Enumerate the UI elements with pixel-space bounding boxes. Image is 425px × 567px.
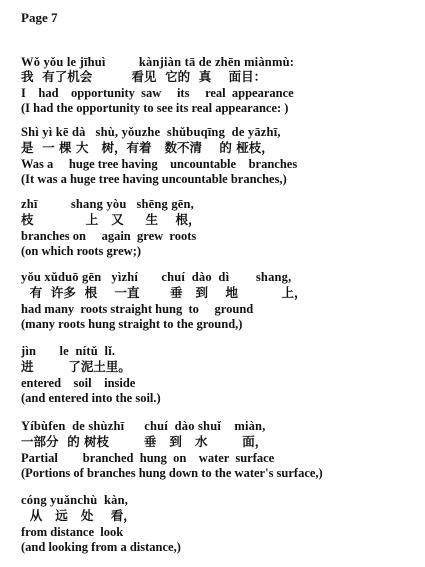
translation-line-4: (many roots hung straight to the ground,) — [21, 317, 243, 331]
pinyin-line-4: yǒu xǔduō gēn yìzhí chuí dào dì shang, — [21, 270, 292, 284]
gloss-line-2: Was a huge tree having uncountable branches — [21, 157, 298, 171]
pinyin-line-1: Wǒ yǒu le jīhuì kànjiàn tā de zhēn miànmù: — [21, 55, 295, 69]
pinyin-line-3: zhī shang yòu shēng gēn, — [21, 197, 195, 211]
hanzi-line-2: 是 一 棵 大 树，有着 数不清 的 桠枝， — [21, 140, 274, 155]
hanzi-line-5: 进 了泥土里。 — [21, 359, 131, 374]
translation-line-6: (Portions of branches hung down to the water's surface,) — [21, 466, 323, 480]
hanzi-line-3: 枝 上 又 生 根， — [21, 212, 201, 227]
gloss-line-5: entered soil inside — [21, 376, 136, 390]
translation-line-2: (It was a huge tree having uncountable branches,) — [21, 172, 287, 186]
hanzi-line-1: 我 有了机会 看见 它的 真 面目： — [21, 69, 267, 84]
translation-line-7: (and looking from a distance,) — [21, 540, 181, 554]
gloss-line-7: from distance look — [21, 525, 124, 539]
page-number: Page 7 — [21, 10, 58, 25]
translation-line-5: (and entered into the soil.) — [21, 391, 161, 405]
translation-line-1: (I had the opportunity to see its real appearance: ) — [21, 101, 289, 115]
pinyin-line-2: Shì yì kē dà shù, yǒuzhe shǔbuqīng de yāzhī, — [21, 125, 281, 139]
hanzi-line-7: 从 远 处 看， — [21, 508, 136, 523]
pinyin-line-5: jìn le nítǔ lǐ. — [21, 344, 116, 358]
gloss-line-1: I had opportunity saw its real appearance — [21, 86, 294, 100]
gloss-line-6: Partial branched hung on water surface — [21, 451, 275, 465]
gloss-line-3: branches on again grew roots — [21, 229, 197, 243]
translation-line-3: (on which roots grew;) — [21, 244, 142, 258]
pinyin-line-6: Yíbùfen de shùzhī chuí dào shuǐ miàn, — [21, 419, 266, 433]
hanzi-line-4: 有 许多 根 一直 垂 到 地 上， — [21, 285, 307, 300]
gloss-line-4: had many roots straight hung to ground — [21, 302, 254, 316]
hanzi-line-6: 一部分 的 树枝 垂 到 水 面， — [21, 434, 268, 449]
pinyin-line-7: cóng yuǎnchù kàn, — [21, 493, 129, 507]
